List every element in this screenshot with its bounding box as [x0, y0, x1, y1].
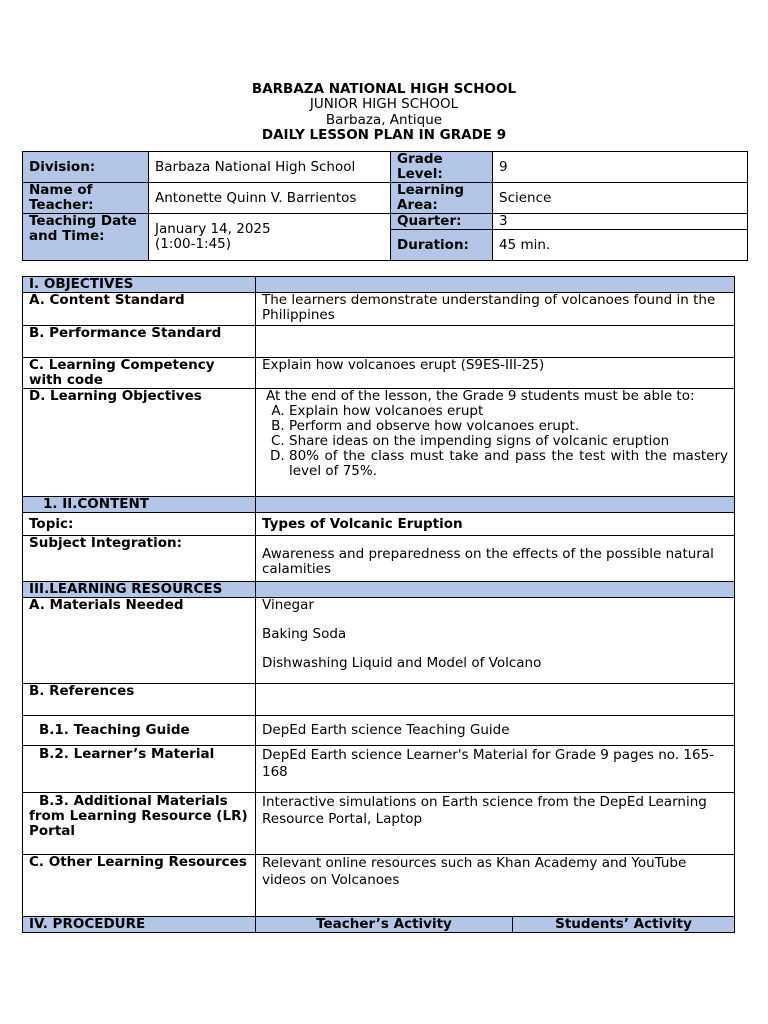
other-resources-value: Relevant online resources such as Khan Academy and YouTube videos on Volcanoes — [256, 855, 735, 917]
references-label: B. References — [23, 684, 256, 716]
division-value: Barbaza National High School — [149, 152, 391, 183]
objectives-heading: I. OBJECTIVES — [23, 277, 256, 293]
teaching-guide-label: B.1. Teaching Guide — [23, 716, 256, 746]
competency-label: C. Learning Competency with code — [23, 358, 256, 389]
materials-cell — [256, 598, 735, 684]
learning-objectives-intro: At the end of the lesson, the Grade 9 students must be able to: — [266, 388, 695, 404]
integration-label: Subject Integration: — [23, 536, 256, 582]
document-title: DAILY LESSON PLAN IN GRADE 9 — [261, 127, 507, 143]
objective-item: D. 80% of the class must take and pass the test with the mastery level of 75%. — [289, 449, 728, 479]
teaching-guide-value: DepEd Earth science Teaching Guide — [256, 716, 735, 746]
objective-item: A. Explain how volcanoes erupt — [289, 404, 728, 419]
learning-objectives-list — [262, 404, 728, 479]
lr-portal-label — [23, 793, 256, 855]
lr-portal-label-text: B.3. Additional Materials from Learning Resource (LR) Portal — [29, 793, 248, 839]
topic-value: Types of Volcanic Eruption — [256, 513, 735, 536]
teacher-label: Name of Teacher: — [23, 183, 149, 214]
content-standard-value: The learners demonstrate understanding of volcanoes found in the Philippines — [256, 293, 735, 326]
division-label: Division: — [23, 152, 149, 183]
teacher-value: Antonette Quinn V. Barrientos — [149, 183, 391, 214]
learners-material-value: DepEd Earth science Learner's Material for Grade 9 pages no. 165-168 — [256, 746, 735, 793]
learning-objectives-label: D. Learning Objectives — [23, 389, 256, 497]
material-item: Dishwashing Liquid and Model of Volcano — [262, 655, 542, 671]
integration-value: Awareness and preparedness on the effects of the possible natural calamities — [256, 536, 735, 582]
school-level: JUNIOR HIGH SCHOOL — [309, 96, 459, 112]
date-label: Teaching Date and Time: — [23, 214, 149, 261]
material-item: Baking Soda — [262, 626, 347, 642]
objective-item: C. Share ideas on the impending signs of volcanic eruption — [289, 434, 728, 449]
content-heading: 1. II.CONTENT — [23, 497, 256, 513]
performance-standard-value — [256, 326, 735, 358]
procedure-heading: IV. PROCEDURE — [23, 917, 256, 933]
other-resources-label: C. Other Learning Resources — [23, 855, 256, 917]
resources-heading: III.LEARNING RESOURCES — [23, 582, 256, 598]
objectives-heading-fill — [256, 277, 735, 293]
material-item: Vinegar — [262, 597, 314, 613]
learning-objectives-cell — [256, 389, 735, 497]
grade-label: Grade Level: — [391, 152, 493, 183]
topic-label: Topic: — [23, 513, 256, 536]
materials-label: A. Materials Needed — [23, 598, 256, 684]
lesson-table — [22, 276, 735, 933]
time-value: (1:00-1:45) — [155, 236, 232, 252]
quarter-value: 3 — [493, 214, 748, 230]
info-table — [22, 151, 748, 261]
duration-value: 45 min. — [493, 230, 748, 261]
area-value: Science — [493, 183, 748, 214]
lr-portal-value: Interactive simulations on Earth science from the DepEd Learning Resource Portal, Laptop — [256, 793, 735, 855]
resources-heading-fill — [256, 582, 735, 598]
teacher-activity-heading: Teacher’s Activity — [256, 917, 513, 933]
date-value: January 14, 2025 — [155, 221, 271, 237]
objective-item: B. Perform and observe how volcanoes erupt. — [289, 419, 728, 434]
duration-label: Duration: — [391, 230, 493, 261]
content-standard-label: A. Content Standard — [23, 293, 256, 326]
learners-material-label: B.2. Learner’s Material — [23, 746, 256, 793]
references-value — [256, 684, 735, 716]
school-address: Barbaza, Antique — [325, 112, 443, 128]
school-name: BARBAZA NATIONAL HIGH SCHOOL — [251, 81, 517, 97]
quarter-label: Quarter: — [391, 214, 493, 230]
date-cell — [149, 214, 391, 261]
grade-value: 9 — [493, 152, 748, 183]
competency-value: Explain how volcanoes erupt (S9ES-III-25) — [256, 358, 735, 389]
student-activity-heading: Students’ Activity — [513, 917, 735, 933]
content-heading-fill — [256, 497, 735, 513]
performance-standard-label: B. Performance Standard — [23, 326, 256, 358]
area-label: Learning Area: — [391, 183, 493, 214]
